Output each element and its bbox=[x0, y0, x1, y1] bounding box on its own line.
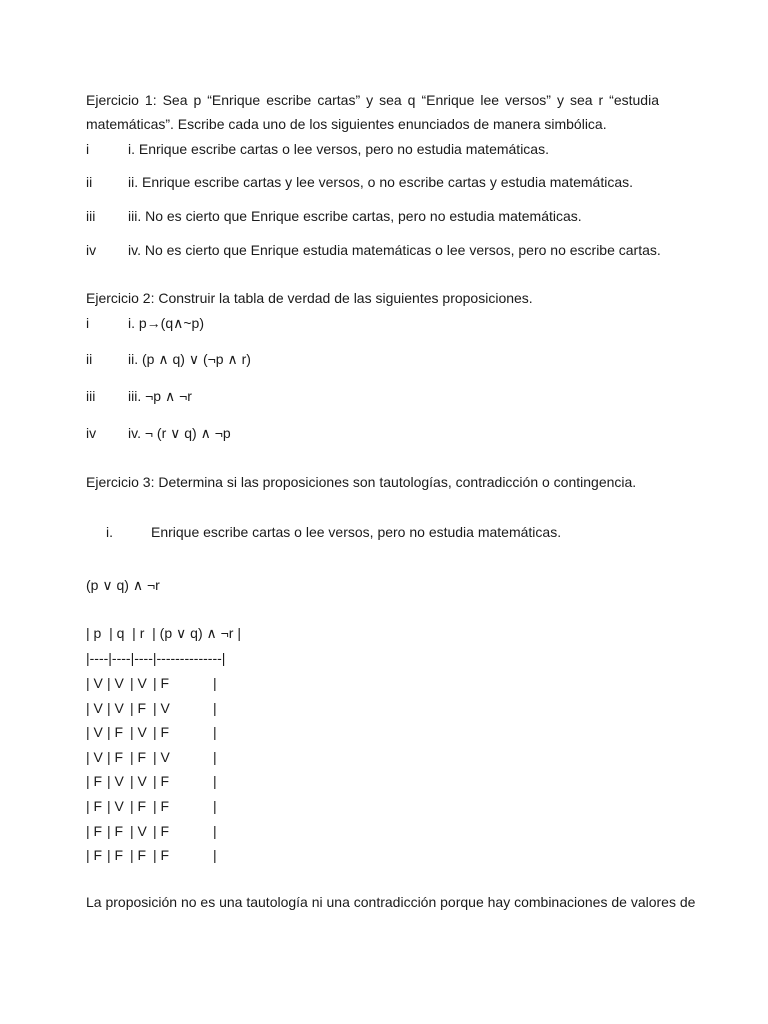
table-cell: | V bbox=[107, 699, 124, 716]
table-cell: | V bbox=[86, 675, 103, 691]
table-cell: | F bbox=[107, 724, 124, 741]
table-cell: | F bbox=[153, 773, 170, 790]
ex3-formula: (p ∨ q) ∧ ¬r bbox=[86, 577, 160, 593]
table-cell: | V bbox=[107, 675, 124, 691]
table-cell: | F bbox=[130, 699, 147, 716]
table-cell: | F bbox=[107, 748, 124, 765]
exercise-1-intro: Ejercicio 1: Sea p “Enrique escribe cartas” y sea q “Enrique lee versos” y sea r “estudia matemáticas”. Escribe cada uno de los siguientes enunciados de manera simbólica. bbox=[86, 92, 659, 132]
truth-table-header: | p | q | r | (p ∨ q) ∧ ¬r | bbox=[86, 625, 241, 641]
table-cell: | V bbox=[86, 699, 103, 716]
table-cell: | bbox=[213, 773, 217, 790]
table-cell: | V bbox=[107, 798, 124, 814]
ex1-item-4-text: iv. No es cierto que Enrique estudia matemáticas o lee versos, pero no escribe cartas. bbox=[128, 242, 661, 258]
table-cell: | bbox=[213, 699, 217, 716]
table-cell: | bbox=[213, 748, 217, 765]
table-cell: | bbox=[213, 847, 217, 864]
table-cell: | F bbox=[86, 798, 103, 814]
ex2-item-4-formula: iv. ¬ (r ∨ q) ∧ ¬p bbox=[128, 425, 231, 441]
table-cell: | F bbox=[86, 822, 103, 839]
truth-table-separator: |----|----|----|--------------| bbox=[86, 650, 226, 666]
table-cell: | V bbox=[153, 748, 170, 765]
table-cell: | bbox=[213, 822, 217, 839]
table-cell: | bbox=[213, 724, 217, 741]
table-cell: | F bbox=[86, 773, 103, 790]
ex1-item-3-number: iii bbox=[86, 208, 96, 224]
table-cell: | bbox=[213, 675, 217, 691]
ex2-item-3-number: iii bbox=[86, 388, 96, 404]
ex1-item-4-number: iv bbox=[86, 242, 97, 258]
table-cell: | V bbox=[130, 822, 147, 839]
table-cell: | F bbox=[153, 822, 170, 839]
ex1-item-2-text: ii. Enrique escribe cartas y lee versos, o no escribe cartas y estudia matemáticas. bbox=[128, 174, 633, 190]
table-cell: | F bbox=[107, 822, 124, 839]
ex2-item-2-number: ii bbox=[86, 351, 93, 367]
ex1-item-2-number: ii bbox=[86, 174, 93, 190]
ex2-item-3-formula: iii. ¬p ∧ ¬r bbox=[128, 388, 192, 404]
table-cell: | V bbox=[130, 773, 147, 790]
table-cell: | V bbox=[86, 724, 103, 741]
ex3-sub-text: Enrique escribe cartas o lee versos, pero no estudia matemáticas. bbox=[151, 524, 562, 540]
table-cell: | F bbox=[153, 675, 170, 691]
exercise-2-intro: Ejercicio 2: Construir la tabla de verdad de las siguientes proposiciones. bbox=[86, 290, 533, 306]
table-cell: | F bbox=[86, 847, 103, 864]
conclusion-text: La proposición no es una tautología ni una contradicción porque hay combinaciones de valores de bbox=[86, 894, 696, 910]
table-cell: | F bbox=[130, 798, 147, 814]
ex1-item-1-text: i. Enrique escribe cartas o lee versos, pero no estudia matemáticas. bbox=[128, 141, 549, 157]
ex3-sub-number: i. bbox=[106, 524, 113, 540]
table-cell: | F bbox=[130, 748, 147, 765]
table-cell: | V bbox=[130, 724, 147, 741]
table-cell: | V bbox=[107, 773, 124, 790]
table-cell: | bbox=[213, 798, 217, 814]
table-cell: | F bbox=[153, 798, 170, 814]
table-cell: | F bbox=[130, 847, 147, 864]
ex2-item-2-formula: ii. (p ∧ q) ∨ (¬p ∧ r) bbox=[128, 351, 251, 367]
ex1-item-1-number: i bbox=[86, 141, 90, 157]
ex2-item-1-number: i bbox=[86, 315, 90, 331]
table-cell: | V bbox=[130, 675, 147, 691]
table-cell: | F bbox=[153, 847, 170, 864]
table-cell: | V bbox=[86, 748, 103, 765]
exercise-3-intro: Ejercicio 3: Determina si las proposiciones son tautologías, contradicción o contingencia. bbox=[86, 474, 637, 490]
ex2-item-4-number: iv bbox=[86, 425, 97, 441]
table-cell: | F bbox=[107, 847, 124, 864]
table-cell: | V bbox=[153, 699, 170, 716]
ex2-item-1-formula: i. p→(q∧~p) bbox=[128, 315, 204, 331]
ex1-item-3-text: iii. No es cierto que Enrique escribe cartas, pero no estudia matemáticas. bbox=[128, 208, 582, 224]
table-cell: | F bbox=[153, 724, 170, 741]
